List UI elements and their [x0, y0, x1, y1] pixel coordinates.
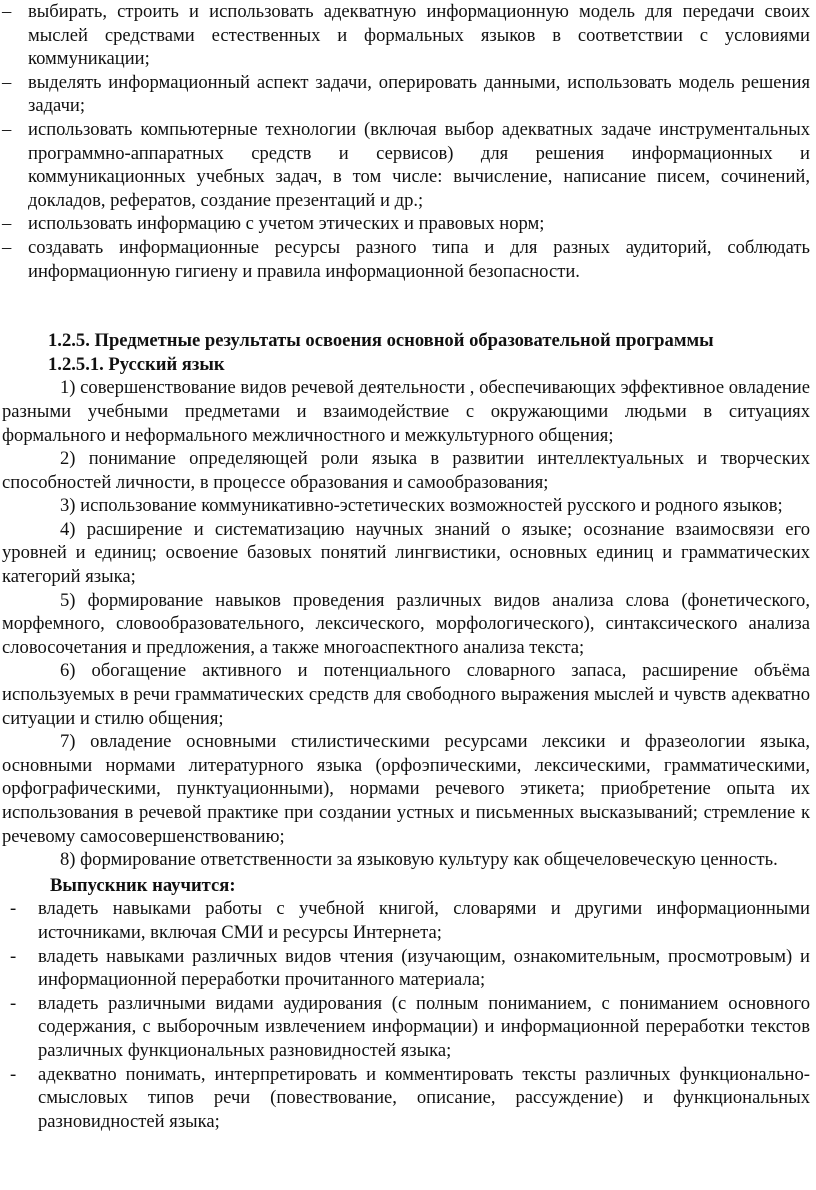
list-marker: –	[2, 1, 12, 22]
list-marker: -	[10, 898, 17, 920]
list-marker: –	[2, 118, 12, 140]
list-item-text: владеть навыками работы с учебной книгой, словарями и другими информационными источниками, включая СМИ и ресурсы Интернета;	[38, 898, 810, 943]
list-item-text: владеть различными видами аудирования (с полным пониманием, с пониманием основного содержания, с выборочным извлечением информации) и информационной переработки текстов различных функциональных разновидностей языка;	[38, 992, 810, 1061]
list-item	[2, 71, 810, 118]
list-marker: -	[10, 1063, 17, 1085]
list-item	[2, 897, 810, 944]
skills-list	[2, 0, 810, 283]
list-item-text: выделять информационный аспект задачи, оперировать данными, использовать модель решения задачи;	[28, 71, 810, 117]
list-marker: -	[10, 945, 17, 967]
list-item	[2, 992, 810, 1063]
graduate-heading: Выпускник научится:	[50, 874, 236, 896]
list-item-text: использовать информацию с учетом этических и правовых норм;	[28, 213, 545, 235]
list-marker: –	[2, 71, 12, 93]
section-spacer	[2, 283, 810, 329]
result-paragraph: 4) расширение и систематизацию научных знаний о языке; осознание взаимосвязи его уровней и единиц; освоение базовых понятий лингвистики, основных единиц и грамматических категорий языка;	[2, 518, 810, 588]
graduate-list	[2, 897, 810, 1133]
list-item-text: адекватно понимать, интерпретировать и комментировать тексты различных функционально-смысловых типов речи (повествование, описание, рассуждение) и функциональных разновидностей языка;	[38, 1063, 810, 1132]
list-item	[2, 945, 810, 992]
list-item	[2, 0, 810, 71]
list-item-text: выбирать, строить и использовать адекватную информационную модель для передачи своих мыслей средствами естественных и формальных языков в соответствии с условиями коммуникации;	[28, 1, 810, 70]
result-paragraph: 5) формирование навыков проведения различных видов анализа слова (фонетического, морфемного, словообразовательного, лексического, морфологического), синтаксического анализа словосочетания и предложения, а также многоаспектного анализа текста;	[2, 589, 810, 658]
result-paragraph: 8) формирование ответственности за языковую культуру как общечеловеческую ценность.	[60, 849, 778, 871]
list-item-text: создавать информационные ресурсы разного типа и для разных аудиторий, соблюдать информационную гигиену и правила информационной безопасности.	[28, 236, 810, 282]
list-item-text: владеть навыками различных видов чтения (изучающим, ознакомительным, просмотровым) и информационной переработки прочитанного материала;	[38, 945, 810, 991]
list-item-text: использовать компьютерные технологии (включая выбор адекватных задаче инструментальных программно-аппаратных средств и сервисов) для решения информационных и коммуникационных учебных задач, в том числе: вычисление, написание писем, сочинений, докладов, рефератов, создание презентаций и др.;	[28, 118, 810, 211]
result-paragraph: 3) использование коммуникативно-эстетических возможностей русского и родного языков;	[60, 495, 783, 517]
list-item	[2, 1063, 810, 1134]
result-paragraph: 2) понимание определяющей роли языка в развитии интеллектуальных и творческих способностей личности, в процессе образования и самообразования;	[2, 448, 810, 493]
list-marker: –	[2, 213, 12, 235]
list-marker: –	[2, 236, 12, 258]
subsection-heading: 1.2.5.1. Русский язык	[48, 353, 225, 375]
result-paragraph: 6) обогащение активного и потенциального словарного запаса, расширение объёма используемых в речи грамматических средств для свободного выражения мыслей и чувств адекватно ситуации и стилю общения;	[2, 660, 810, 729]
list-item	[2, 212, 810, 236]
list-marker: -	[10, 992, 17, 1014]
result-paragraph: 7) овладение основными стилистическими ресурсами лексики и фразеологии языка, основными нормами литературного языка (орфоэпическими, лексическими, грамматическими, орфографическими, пунктуационными), нормами речевого этикета; приобретение опыта их использования в речевой практике при создании устных и письменных высказываний; стремление к речевому самосовершенствованию;	[2, 731, 810, 847]
result-paragraph: 1) совершенствование видов речевой деятельности , обеспечивающих эффективное овладение разными учебными предметами и взаимодействие с окружающими людьми в ситуациях формального и неформального межличностного и межкультурного общения;	[2, 377, 810, 446]
list-item	[2, 236, 810, 283]
section-heading: 1.2.5. Предметные результаты освоения основной образовательной программы	[48, 330, 714, 352]
list-item	[2, 118, 810, 212]
